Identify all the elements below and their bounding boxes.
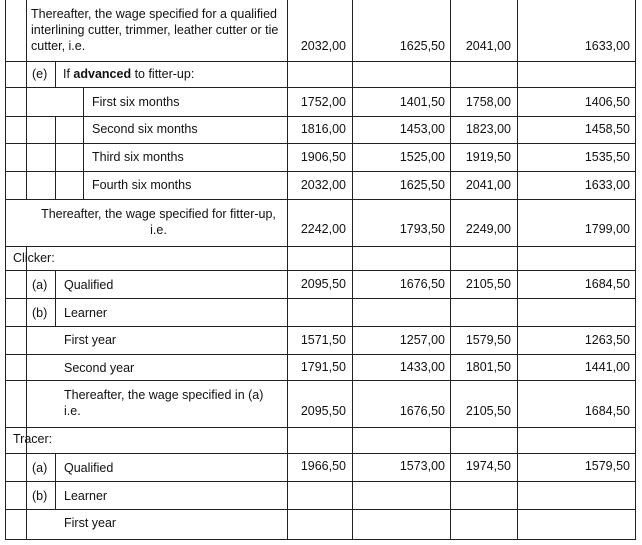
row-rule xyxy=(5,326,636,327)
row-rule xyxy=(5,298,636,299)
value-cell: 2095,50 xyxy=(300,277,346,291)
value-cell: 1793,50 xyxy=(399,222,445,236)
value-cell: 1257,00 xyxy=(399,333,445,347)
row-label: Fourth six months xyxy=(92,178,192,192)
value-cell: 1684,50 xyxy=(584,277,630,291)
row-label: Learner xyxy=(64,489,108,503)
label-bold: advanced xyxy=(73,67,132,81)
row-label: Third six months xyxy=(92,150,184,164)
value-cell: 1799,00 xyxy=(584,222,630,236)
row-label: Thereafter, the wage specified for fitter-up, i.e. xyxy=(41,207,276,237)
value-cell: 1433,00 xyxy=(399,360,445,374)
row-rule xyxy=(5,171,636,172)
row-label: Qualified xyxy=(64,461,114,475)
value-cell: 1535,50 xyxy=(584,150,630,164)
column-rule xyxy=(287,0,288,540)
value-cell: 1633,00 xyxy=(584,39,630,53)
item-letter: (b) xyxy=(32,489,48,503)
value-cell: 1676,50 xyxy=(399,277,445,291)
row-rule xyxy=(5,509,636,510)
section-heading: Clicker: xyxy=(13,251,55,265)
value-cell: 1816,00 xyxy=(300,122,346,136)
row-label: First year xyxy=(64,333,117,347)
row-rule xyxy=(5,270,636,271)
section-heading: Tracer: xyxy=(13,432,53,446)
column-rule xyxy=(352,0,353,540)
row-rule xyxy=(5,539,636,540)
indent-rule xyxy=(26,0,27,200)
row-label: Qualified xyxy=(64,278,114,292)
row-label: Thereafter, the wage specified for a qualified interlining cutter, trimmer, leather cutter or tie cutter, i.e. xyxy=(31,7,279,53)
row-rule xyxy=(5,380,636,381)
value-cell: 1906,50 xyxy=(300,150,346,164)
value-cell: 1579,50 xyxy=(584,459,630,473)
row-rule xyxy=(5,481,636,482)
value-cell: 2032,00 xyxy=(300,39,346,53)
value-cell: 1263,50 xyxy=(584,333,630,347)
value-cell: 2032,00 xyxy=(300,178,346,192)
indent-rule xyxy=(83,87,84,200)
row-rule xyxy=(5,246,636,247)
value-cell: 1676,50 xyxy=(399,404,445,418)
row-label xyxy=(63,67,194,82)
value-cell: 1752,00 xyxy=(300,95,346,109)
row-rule xyxy=(5,61,636,62)
value-cell: 2242,00 xyxy=(300,222,346,236)
item-letter: (a) xyxy=(32,461,48,475)
value-cell: 1579,50 xyxy=(465,333,511,347)
indent-rule xyxy=(55,61,56,88)
column-rule xyxy=(450,0,451,540)
value-cell: 1573,00 xyxy=(399,459,445,473)
value-cell: 2041,00 xyxy=(465,39,511,53)
row-rule xyxy=(5,199,636,200)
item-letter: (a) xyxy=(32,278,48,292)
value-cell: 1919,50 xyxy=(465,150,511,164)
value-cell: 1758,00 xyxy=(465,95,511,109)
label-suffix: to fitter-up: xyxy=(131,67,195,81)
indent-rule xyxy=(55,270,56,326)
row-rule xyxy=(5,354,636,355)
value-cell: 2105,50 xyxy=(465,404,511,418)
indent-rule xyxy=(26,246,27,540)
row-label: Second year xyxy=(64,361,135,375)
row-label: Learner xyxy=(64,306,108,320)
value-cell: 1625,50 xyxy=(399,39,445,53)
row-rule xyxy=(5,116,636,117)
value-cell: 1625,50 xyxy=(399,178,445,192)
row-label: Thereafter, the wage specified in (a) i.e. xyxy=(64,388,264,418)
value-cell: 1525,00 xyxy=(399,150,445,164)
value-cell: 1684,50 xyxy=(584,404,630,418)
value-cell: 1458,50 xyxy=(584,122,630,136)
row-label: First year xyxy=(64,516,117,530)
value-cell: 1441,00 xyxy=(584,360,630,374)
row-rule xyxy=(5,427,636,428)
item-letter: (b) xyxy=(32,306,48,320)
row-rule xyxy=(5,453,636,454)
indent-rule xyxy=(55,453,56,509)
row-rule xyxy=(5,87,636,88)
value-cell: 2041,00 xyxy=(465,178,511,192)
indent-rule xyxy=(55,116,56,200)
label-prefix: If xyxy=(63,67,74,81)
value-cell: 2095,50 xyxy=(300,404,346,418)
row-label: Second six months xyxy=(92,122,198,136)
table-edge-left xyxy=(5,0,6,540)
value-cell: 1571,50 xyxy=(300,333,346,347)
value-cell: 1401,50 xyxy=(399,95,445,109)
value-cell: 1974,50 xyxy=(465,459,511,473)
value-cell: 1633,00 xyxy=(584,178,630,192)
value-cell: 1801,50 xyxy=(465,360,511,374)
value-cell: 2249,00 xyxy=(465,222,511,236)
value-cell: 1966,50 xyxy=(300,459,346,473)
table-edge-right xyxy=(635,0,636,540)
value-cell: 1823,00 xyxy=(465,122,511,136)
value-cell: 2105,50 xyxy=(465,277,511,291)
row-rule xyxy=(5,143,636,144)
item-letter: (e) xyxy=(32,67,48,81)
value-cell: 1453,00 xyxy=(399,122,445,136)
row-label: First six months xyxy=(92,95,180,109)
value-cell: 1406,50 xyxy=(584,95,630,109)
column-rule xyxy=(517,0,518,540)
value-cell: 1791,50 xyxy=(300,360,346,374)
